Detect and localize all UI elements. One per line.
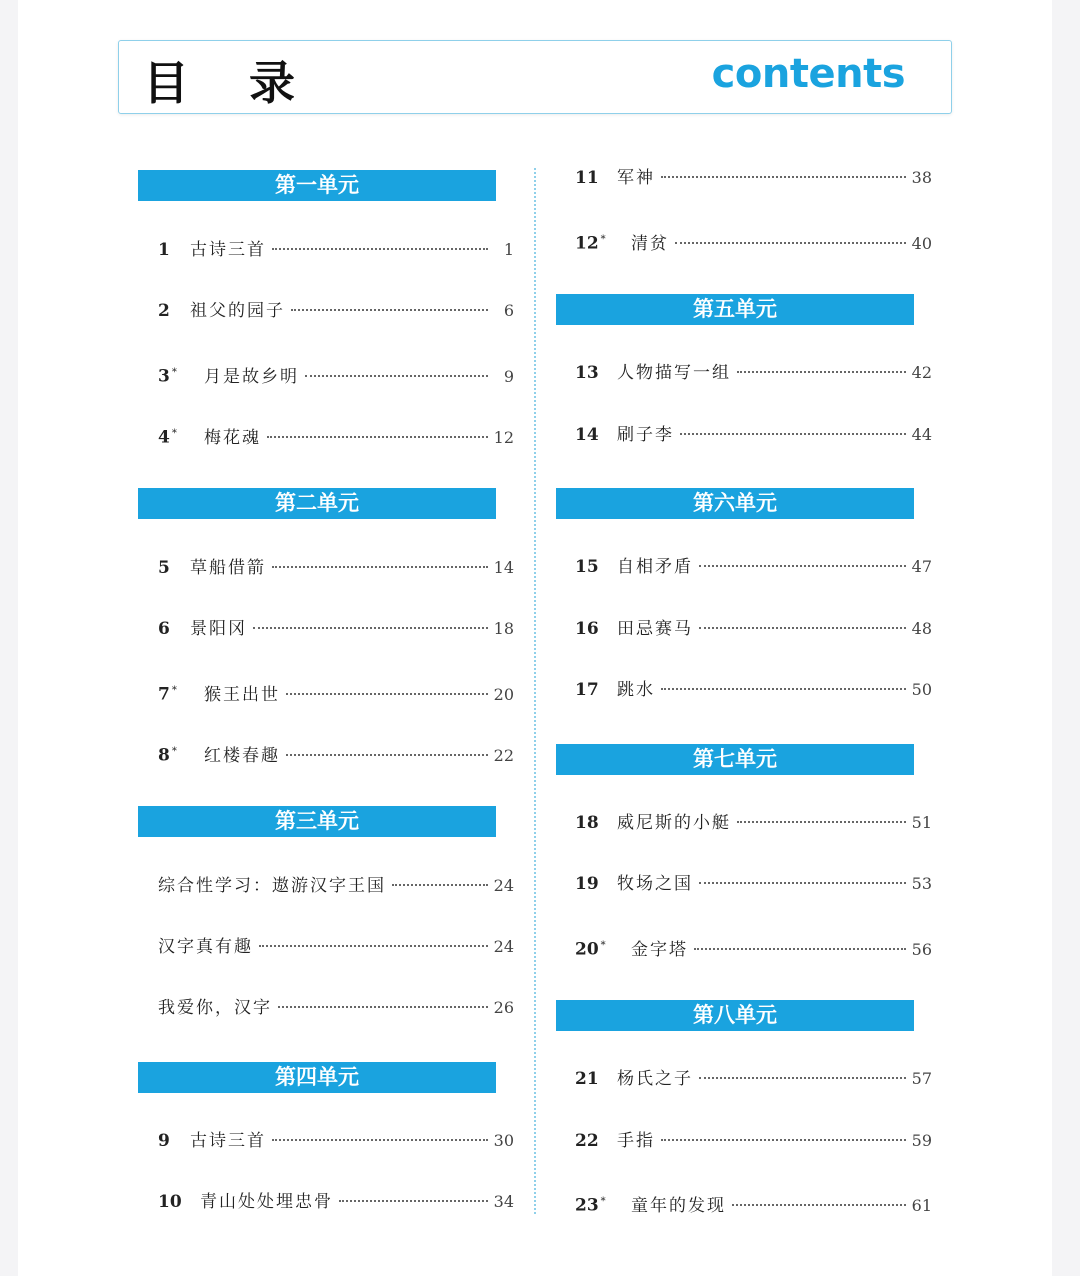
toc-entry[interactable]: [575, 1126, 932, 1156]
dot-leader: [675, 242, 906, 244]
lesson-title: 金字塔: [631, 939, 688, 960]
page-title: 目 录: [143, 56, 318, 110]
lesson-number: 20 *: [575, 939, 606, 960]
dot-leader: [699, 565, 906, 567]
optional-star-icon: *: [171, 746, 177, 757]
lesson-number: 1: [158, 240, 170, 260]
lesson-title: 童年的发现: [631, 1195, 726, 1216]
lesson-number: 23 *: [575, 1195, 606, 1216]
lesson-title: 青山处处埋忠骨: [200, 1192, 333, 1212]
page-number: 9: [503, 366, 514, 386]
lesson-number: 17: [575, 680, 599, 700]
toc-entry[interactable]: [575, 358, 932, 388]
page-number: 24: [493, 937, 514, 956]
lesson-title: 自相矛盾: [617, 557, 693, 577]
optional-star-icon: *: [171, 685, 177, 696]
page-number: 48: [911, 619, 932, 638]
optional-star-icon: *: [600, 940, 606, 951]
unit-header: 第一单元: [138, 170, 496, 201]
unit-header: 第八单元: [556, 1000, 914, 1031]
lesson-title: 跳水: [617, 680, 655, 700]
toc-entry[interactable]: [575, 808, 932, 838]
toc-entry[interactable]: [158, 932, 514, 962]
lesson-number: 9: [158, 1131, 170, 1151]
lesson-title: 田忌赛马: [617, 619, 693, 639]
page-number: 12: [493, 427, 514, 447]
dot-leader: [392, 884, 488, 886]
toc-entry[interactable]: [575, 869, 932, 899]
dot-leader: [699, 882, 906, 884]
lesson-title: 梅花魂: [204, 427, 261, 448]
dot-leader: [305, 375, 488, 377]
lesson-title: 杨氏之子: [617, 1069, 693, 1089]
lesson-number: 22: [575, 1131, 599, 1151]
toc-entry[interactable]: [158, 235, 514, 265]
page-number: 34: [493, 1192, 514, 1211]
toc-entry[interactable]: [158, 553, 514, 583]
lesson-title: 人物描写一组: [617, 363, 731, 383]
optional-star-icon: *: [171, 428, 177, 439]
dot-leader: [272, 1139, 488, 1141]
page-number: 1: [503, 240, 514, 259]
page-number: 40: [911, 233, 932, 253]
lesson-number: 2: [158, 301, 170, 321]
unit-header: 第四单元: [138, 1062, 496, 1093]
lesson-title: 我爱你，汉字: [158, 998, 272, 1018]
page-number: 53: [911, 874, 932, 893]
dot-leader: [737, 821, 906, 823]
lesson-number: 10: [158, 1192, 182, 1212]
lesson-number: 11: [575, 168, 599, 188]
toc-entry[interactable]: [575, 614, 932, 644]
toc-entry[interactable]: [158, 1126, 514, 1156]
page-number: 47: [911, 557, 932, 576]
lesson-number: 18: [575, 813, 599, 833]
page-number: 22: [493, 745, 514, 765]
page-number: 24: [493, 876, 514, 895]
lesson-number: 5: [158, 558, 170, 578]
toc-page: [18, 0, 1052, 1276]
dot-leader: [732, 1204, 906, 1206]
lesson-title: 清贫: [631, 233, 669, 254]
lesson-number: 7 *: [158, 684, 177, 705]
lesson-title: 综合性学习：遨游汉字王国: [158, 876, 386, 896]
dot-leader: [272, 566, 488, 568]
unit-header: 第三单元: [138, 806, 496, 837]
page-number: 20: [493, 684, 514, 704]
dot-leader: [253, 627, 488, 629]
lesson-title: 景阳冈: [190, 619, 247, 639]
dot-leader: [278, 1006, 488, 1008]
unit-header: 第二单元: [138, 488, 496, 519]
lesson-title: 古诗三首: [190, 1131, 266, 1151]
dot-leader: [661, 1139, 906, 1141]
toc-entry[interactable]: [575, 552, 932, 582]
page-number: 18: [493, 619, 514, 638]
page-number: 14: [493, 558, 514, 577]
toc-entry[interactable]: [575, 1064, 932, 1094]
optional-star-icon: *: [600, 234, 606, 245]
page-number: 61: [911, 1195, 932, 1215]
lesson-number: 14: [575, 425, 599, 445]
toc-header: [118, 40, 952, 114]
dot-leader: [661, 688, 906, 690]
lesson-title: 祖父的园子: [190, 301, 285, 321]
toc-entry[interactable]: [575, 163, 932, 193]
dot-leader: [339, 1200, 488, 1202]
dot-leader: [259, 945, 488, 947]
page-number: 51: [911, 813, 932, 832]
page-title-english: contents: [711, 51, 905, 97]
unit-header: 第六单元: [556, 488, 914, 519]
dot-leader: [680, 433, 906, 435]
lesson-number: 16: [575, 619, 599, 639]
toc-entry[interactable]: [158, 614, 514, 644]
lesson-number: 4 *: [158, 427, 177, 448]
lesson-number: 12 *: [575, 233, 606, 254]
dot-leader: [661, 176, 906, 178]
lesson-title: 猴王出世: [204, 684, 280, 705]
lesson-title: 威尼斯的小艇: [617, 813, 731, 833]
page-number: 6: [503, 301, 514, 320]
lesson-title: 手指: [617, 1131, 655, 1151]
toc-entry[interactable]: [575, 1187, 932, 1217]
toc-entry[interactable]: [575, 931, 932, 961]
toc-entry[interactable]: [158, 737, 514, 767]
dot-leader: [267, 436, 488, 438]
toc-entry[interactable]: [158, 1187, 514, 1217]
page-number: 42: [911, 363, 932, 382]
dot-leader: [699, 627, 906, 629]
toc-entry[interactable]: [158, 676, 514, 706]
dot-leader: [286, 693, 488, 695]
lesson-number: 19: [575, 874, 599, 894]
optional-star-icon: *: [600, 1196, 606, 1207]
dot-leader: [291, 309, 488, 311]
lesson-number: 6: [158, 619, 170, 639]
page-number: 44: [911, 425, 932, 444]
toc-entry[interactable]: [158, 871, 514, 901]
toc-entry[interactable]: [158, 358, 514, 388]
lesson-number: 8 *: [158, 745, 177, 766]
page-number: 50: [911, 680, 932, 699]
lesson-title: 牧场之国: [617, 874, 693, 894]
page-number: 26: [493, 998, 514, 1017]
lesson-title: 刷子李: [617, 425, 674, 445]
toc-entry[interactable]: [575, 675, 932, 705]
page-number: 30: [493, 1131, 514, 1150]
toc-entry[interactable]: [158, 296, 514, 326]
lesson-title: 月是故乡明: [204, 366, 299, 387]
dot-leader: [286, 754, 488, 756]
page-number: 57: [911, 1069, 932, 1088]
page-number: 38: [911, 168, 932, 187]
page-number: 56: [911, 939, 932, 959]
column-divider: [534, 168, 536, 1214]
unit-header: 第七单元: [556, 744, 914, 775]
unit-header: 第五单元: [556, 294, 914, 325]
dot-leader: [694, 948, 906, 950]
toc-entry[interactable]: [158, 993, 514, 1023]
dot-leader: [699, 1077, 906, 1079]
toc-entry[interactable]: [158, 419, 514, 449]
page-number: 59: [911, 1131, 932, 1150]
lesson-title: 汉字真有趣: [158, 937, 253, 957]
dot-leader: [737, 371, 906, 373]
lesson-title: 古诗三首: [190, 240, 266, 260]
lesson-title: 军神: [617, 168, 655, 188]
toc-entry[interactable]: [575, 225, 932, 255]
lesson-title: 草船借箭: [190, 558, 266, 578]
dot-leader: [272, 248, 488, 250]
lesson-title: 红楼春趣: [204, 745, 280, 766]
toc-entry[interactable]: [575, 420, 932, 450]
lesson-number: 21: [575, 1069, 599, 1089]
lesson-number: 3 *: [158, 366, 177, 387]
optional-star-icon: *: [171, 367, 177, 378]
lesson-number: 13: [575, 363, 599, 383]
lesson-number: 15: [575, 557, 599, 577]
